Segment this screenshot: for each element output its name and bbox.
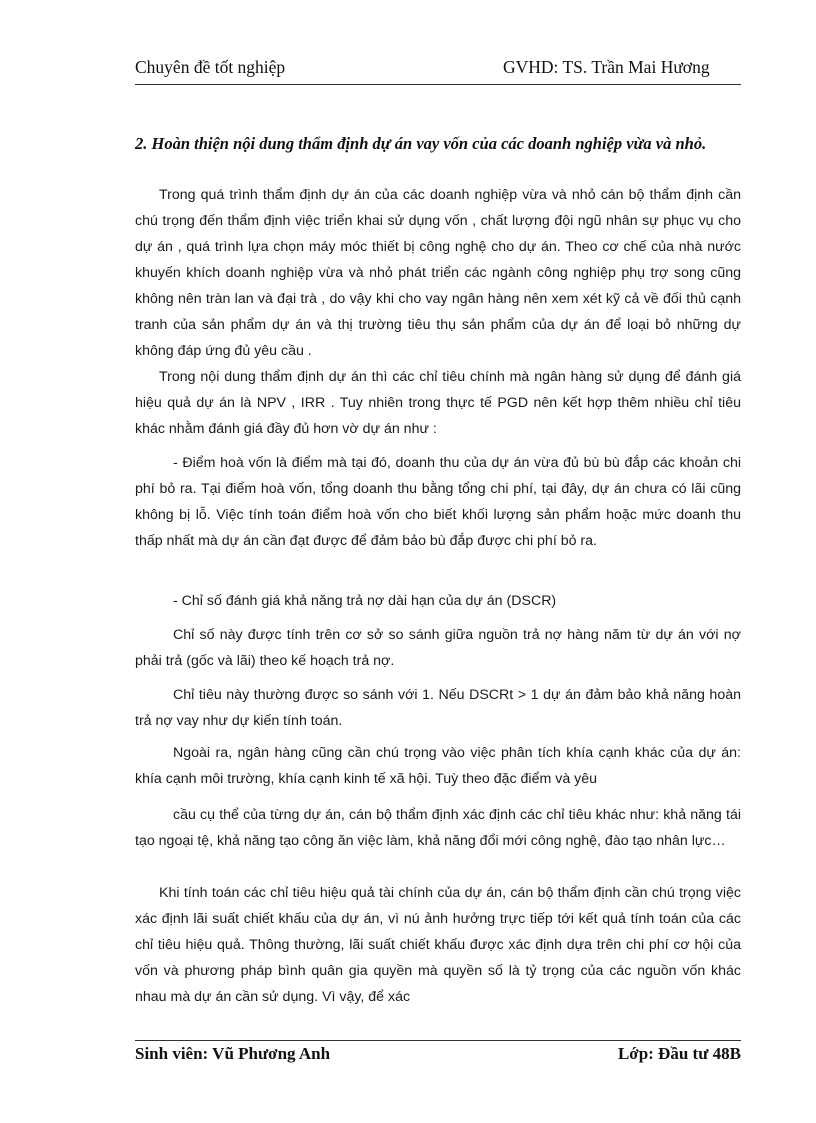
header-right-advisor: GVHD: TS. Trần Mai Hương bbox=[503, 57, 710, 77]
header-divider bbox=[135, 84, 741, 85]
paragraph-7: Ngoài ra, ngân hàng cũng cần chú trọng vào việc phân tích khía cạnh khác của dự án: khía cạnh môi trường, khía cạnh kinh tế xã hội. Tuỳ theo đặc điểm và yêu bbox=[135, 745, 741, 787]
paragraph-8: cầu cụ thể của từng dự án, cán bộ thẩm định xác định các chỉ tiêu khác như: khả năng tái tạo ngoại tệ, khả năng tạo công ăn việc làm, khả năng đổi mới công nghệ, đào tạo nhân lực… bbox=[135, 807, 741, 849]
header-left-title: Chuyên đề tốt nghiệp bbox=[135, 57, 286, 77]
footer-divider bbox=[135, 1040, 741, 1041]
section-heading: 2. Hoàn thiện nội dung thẩm định dự án vay vốn của các doanh nghiệp vừa và nhỏ. bbox=[135, 134, 707, 153]
paragraph-2: Trong nội dung thẩm định dự án thì các chỉ tiêu chính mà ngân hàng sử dụng để đánh giá hiệu quả dự án là NPV , IRR . Tuy nhiên trong thực tế PGD nên kết hợp thêm nhiều chỉ tiêu khác nhằm đánh giá đầy đủ hơn vờ dự án như : bbox=[135, 369, 741, 437]
paragraph-4: - Chỉ số đánh giá khả năng trả nợ dài hạn của dự án (DSCR) bbox=[173, 593, 557, 609]
paragraph-9: Khi tính toán các chỉ tiêu hiệu quả tài chính của dự án, cán bộ thẩm định cần chú trọng việc xác định lãi suất chiết khấu của dự án, vì nú ảnh hưởng trực tiếp tới kết quả tính toán của các chỉ tiêu hiệu quả. Thông thường, lãi suất chiết khấu được xác định dựa trên chi phí cơ hội của vốn và phương pháp bình quân gia quyền mà quyền số là tỷ trọng của các nguồn vốn khác nhau mà dự án cần sử dụng. Vì vậy, để xác bbox=[135, 885, 741, 1005]
footer-student: Sinh viên: Vũ Phương Anh bbox=[135, 1044, 331, 1063]
paragraph-3: - Điểm hoà vốn là điểm mà tại đó, doanh thu của dự án vừa đủ bù bù đắp các khoản chi phí bỏ ra. Tại điểm hoà vốn, tổng doanh thu bằng tổng chi phí, tại đây, dự án chưa có lãi cũng không bị lỗ. Việc tính toán điểm hoà vốn cho biết khối lượng sản phẩm hoặc mức doanh thu thấp nhất mà dự án cần đạt được để đảm bảo bù đắp được chi phí bỏ ra. bbox=[135, 455, 741, 549]
paragraph-6: Chỉ tiêu này thường được so sánh với 1. Nếu DSCRt > 1 dự án đảm bảo khả năng hoàn trả nợ vay như dự kiến tính toán. bbox=[135, 687, 741, 729]
footer-class: Lớp: Đầu tư 48B bbox=[617, 1044, 741, 1063]
paragraph-1: Trong quá trình thẩm định dự án của các doanh nghiệp vừa và nhỏ cán bộ thẩm định cần chú trọng đến thẩm định việc triển khai sử dụng vốn , chất lượng đội ngũ nhân sự phục vụ cho dự án , quá trình lựa chọn máy móc thiết bị công nghệ cho dự án. Theo cơ chế của nhà nước khuyến khích doanh nghiệp vừa và nhỏ phát triển các ngành công nghiệp phụ trợ song cũng không nên tràn lan và đại trà , do vậy khi cho vay ngân hàng nên xem xét kỹ cả về đối thủ cạnh tranh của sản phẩm dự án và thị trường tiêu thụ sản phẩm của dự án để loại bỏ những dự không đáp ứng đủ yêu cầu . bbox=[135, 187, 741, 359]
paragraph-5: Chỉ số này được tính trên cơ sở so sánh giữa nguồn trả nợ hàng năm từ dự án với nợ phải trả (gốc và lãi) theo kế hoạch trả nợ. bbox=[135, 627, 741, 669]
